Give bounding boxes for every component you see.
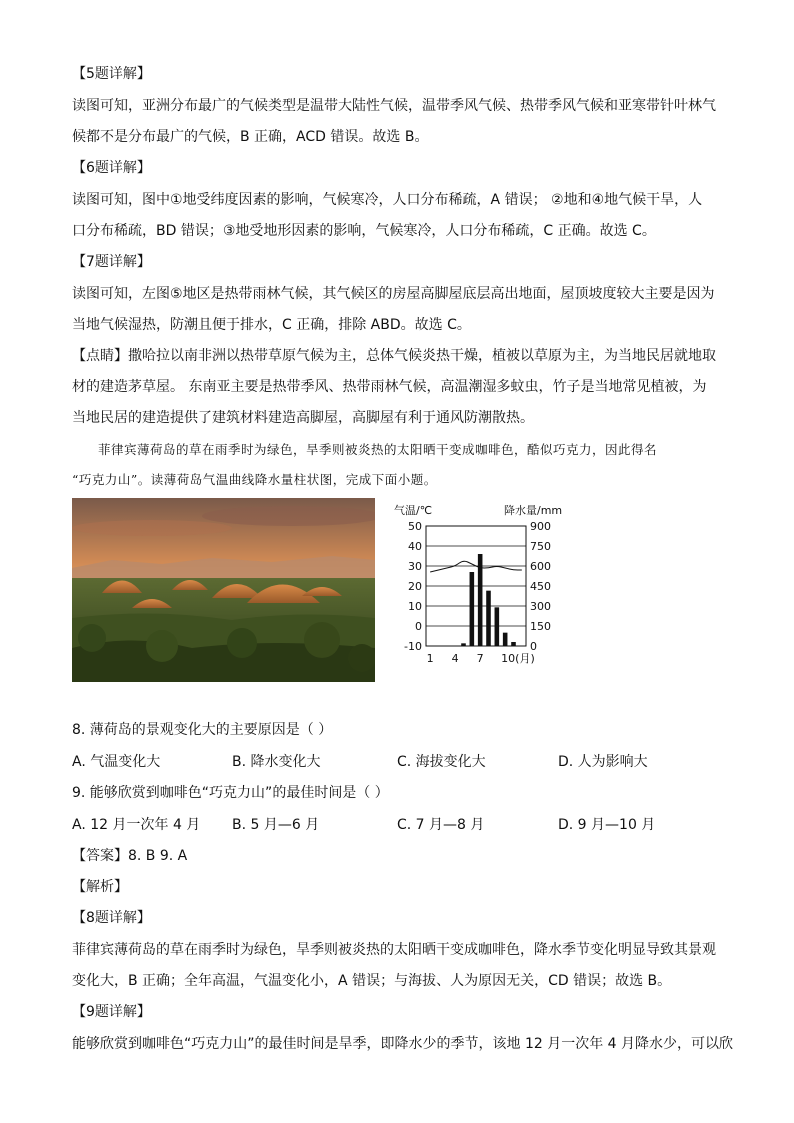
tip-text-1: 【点睛】撒哈拉以南非洲以热带草原气候为主，总体气候炎热干燥，植被以草原为主，为当地民居就地取 [72, 348, 716, 364]
temp-axis-label: 气温/℃ [394, 504, 433, 517]
q7-heading: 【7题详解】 [72, 254, 151, 270]
precip-tick-label: 750 [530, 540, 551, 553]
q9-option-c: C. 7 月—8 月 [397, 817, 485, 833]
intro-text-1: 菲律宾薄荷岛的草在雨季时为绿色，旱季则被炎热的太阳晒干变成咖啡色，酷似巧克力，因此得名 [98, 442, 658, 457]
q9-option-a: A. 12 月一次年 4 月 [72, 817, 201, 833]
temp-tick-label: 40 [408, 540, 422, 553]
question-9: 9. 能够欣赏到咖啡色“巧克力山”的最佳时间是（ ） [72, 785, 389, 801]
x-tick-label: 4 [451, 652, 459, 665]
temp-tick-label: 20 [408, 580, 422, 593]
q8-heading: 【8题详解】 [72, 910, 151, 926]
q8-option-d: D. 人为影响大 [558, 754, 648, 770]
precip-bar [486, 591, 491, 646]
chocolate-hills-photo [72, 498, 375, 682]
temp-tick-label: -10 [404, 640, 422, 653]
q7-text-2: 当地气候湿热，防潮且便于排水，C 正确，排除 ABD。故选 C。 [72, 317, 471, 333]
precip-tick-label: 600 [530, 560, 551, 573]
precip-bar [511, 642, 516, 646]
temp-tick-label: 50 [408, 520, 422, 533]
precip-bar [461, 643, 466, 646]
q9-text-1: 能够欣赏到咖啡色“巧克力山”的最佳时间是旱季，即降水少的季节，该地 12 月一次年 4 月降水少，可以欣 [72, 1036, 734, 1052]
tip-text-2: 材的建造茅草屋。 东南亚主要是热带季风、热带雨林气候，高温潮湿多蚊虫，竹子是当地常见植被，为 [72, 379, 707, 395]
q5-text-2: 候都不是分布最广的气候，B 正确，ACD 错误。故选 B。 [72, 129, 429, 145]
q6-text-2: 口分布稀疏，BD 错误；③地受地形因素的影响，气候寒冷，人口分布稀疏，C 正确。故选 C。 [72, 223, 656, 239]
x-tick-label: 7 [476, 652, 484, 665]
climate-chart [392, 500, 577, 670]
precip-axis-label: 降水量/mm [504, 504, 563, 517]
precip-tick-label: 300 [530, 600, 551, 613]
q6-heading: 【6题详解】 [72, 160, 151, 176]
q7-text-1: 读图可知，左图⑤地区是热带雨林气候，其气候区的房屋高脚屋底层高出地面，屋顶坡度较大主要是因为 [72, 286, 715, 302]
x-tick-label: 1 [426, 652, 434, 665]
tip-text-3: 当地民居的建造提供了建筑材料建造高脚屋，高脚屋有利于通风防潮散热。 [72, 410, 534, 426]
temp-tick-label: 30 [408, 560, 422, 573]
q9-heading: 【9题详解】 [72, 1004, 151, 1020]
precip-tick-label: 150 [530, 620, 551, 633]
analysis-label: 【解析】 [72, 879, 128, 895]
answer-line: 【答案】8. B 9. A [72, 848, 188, 864]
question-8: 8. 薄荷岛的景观变化大的主要原因是（ ） [72, 722, 333, 738]
temp-tick-label: 0 [415, 620, 422, 633]
q5-text-1: 读图可知，亚洲分布最广的气候类型是温带大陆性气候，温带季风气候、热带季风气候和亚寒带针叶林气 [72, 98, 716, 114]
q6-text-1: 读图可知，图中①地受纬度因素的影响，气候寒冷，人口分布稀疏，A 错误； ②地和④地气候干旱，人 [72, 192, 703, 208]
q8-option-a: A. 气温变化大 [72, 754, 161, 770]
precip-bar [470, 572, 475, 646]
q5-heading: 【5题详解】 [72, 66, 151, 82]
precip-tick-label: 900 [530, 520, 551, 533]
precip-bar [495, 607, 500, 646]
q9-option-b: B. 5 月—6 月 [232, 817, 320, 833]
precip-bar [503, 633, 508, 646]
temp-tick-label: 10 [408, 600, 422, 613]
chart-plot [404, 520, 551, 665]
q8-option-c: C. 海拔变化大 [397, 754, 486, 770]
q8-option-b: B. 降水变化大 [232, 754, 321, 770]
q8-text-1: 菲律宾薄荷岛的草在雨季时为绿色，旱季则被炎热的太阳晒干变成咖啡色，降水季节变化明显导致其景观 [72, 942, 716, 958]
q9-option-d: D. 9 月—10 月 [558, 817, 656, 833]
temperature-line [430, 561, 522, 572]
q8-text-2: 变化大，B 正确；全年高温，气温变化小，A 错误；与海拔、人为原因无关，CD 错误；故选 B。 [72, 973, 672, 989]
precip-tick-label: 0 [530, 640, 537, 653]
intro-text-2: “巧克力山”。读薄荷岛气温曲线降水量柱状图，完成下面小题。 [72, 472, 437, 487]
precip-tick-label: 450 [530, 580, 551, 593]
x-tick-label: 10(月) [501, 652, 535, 665]
